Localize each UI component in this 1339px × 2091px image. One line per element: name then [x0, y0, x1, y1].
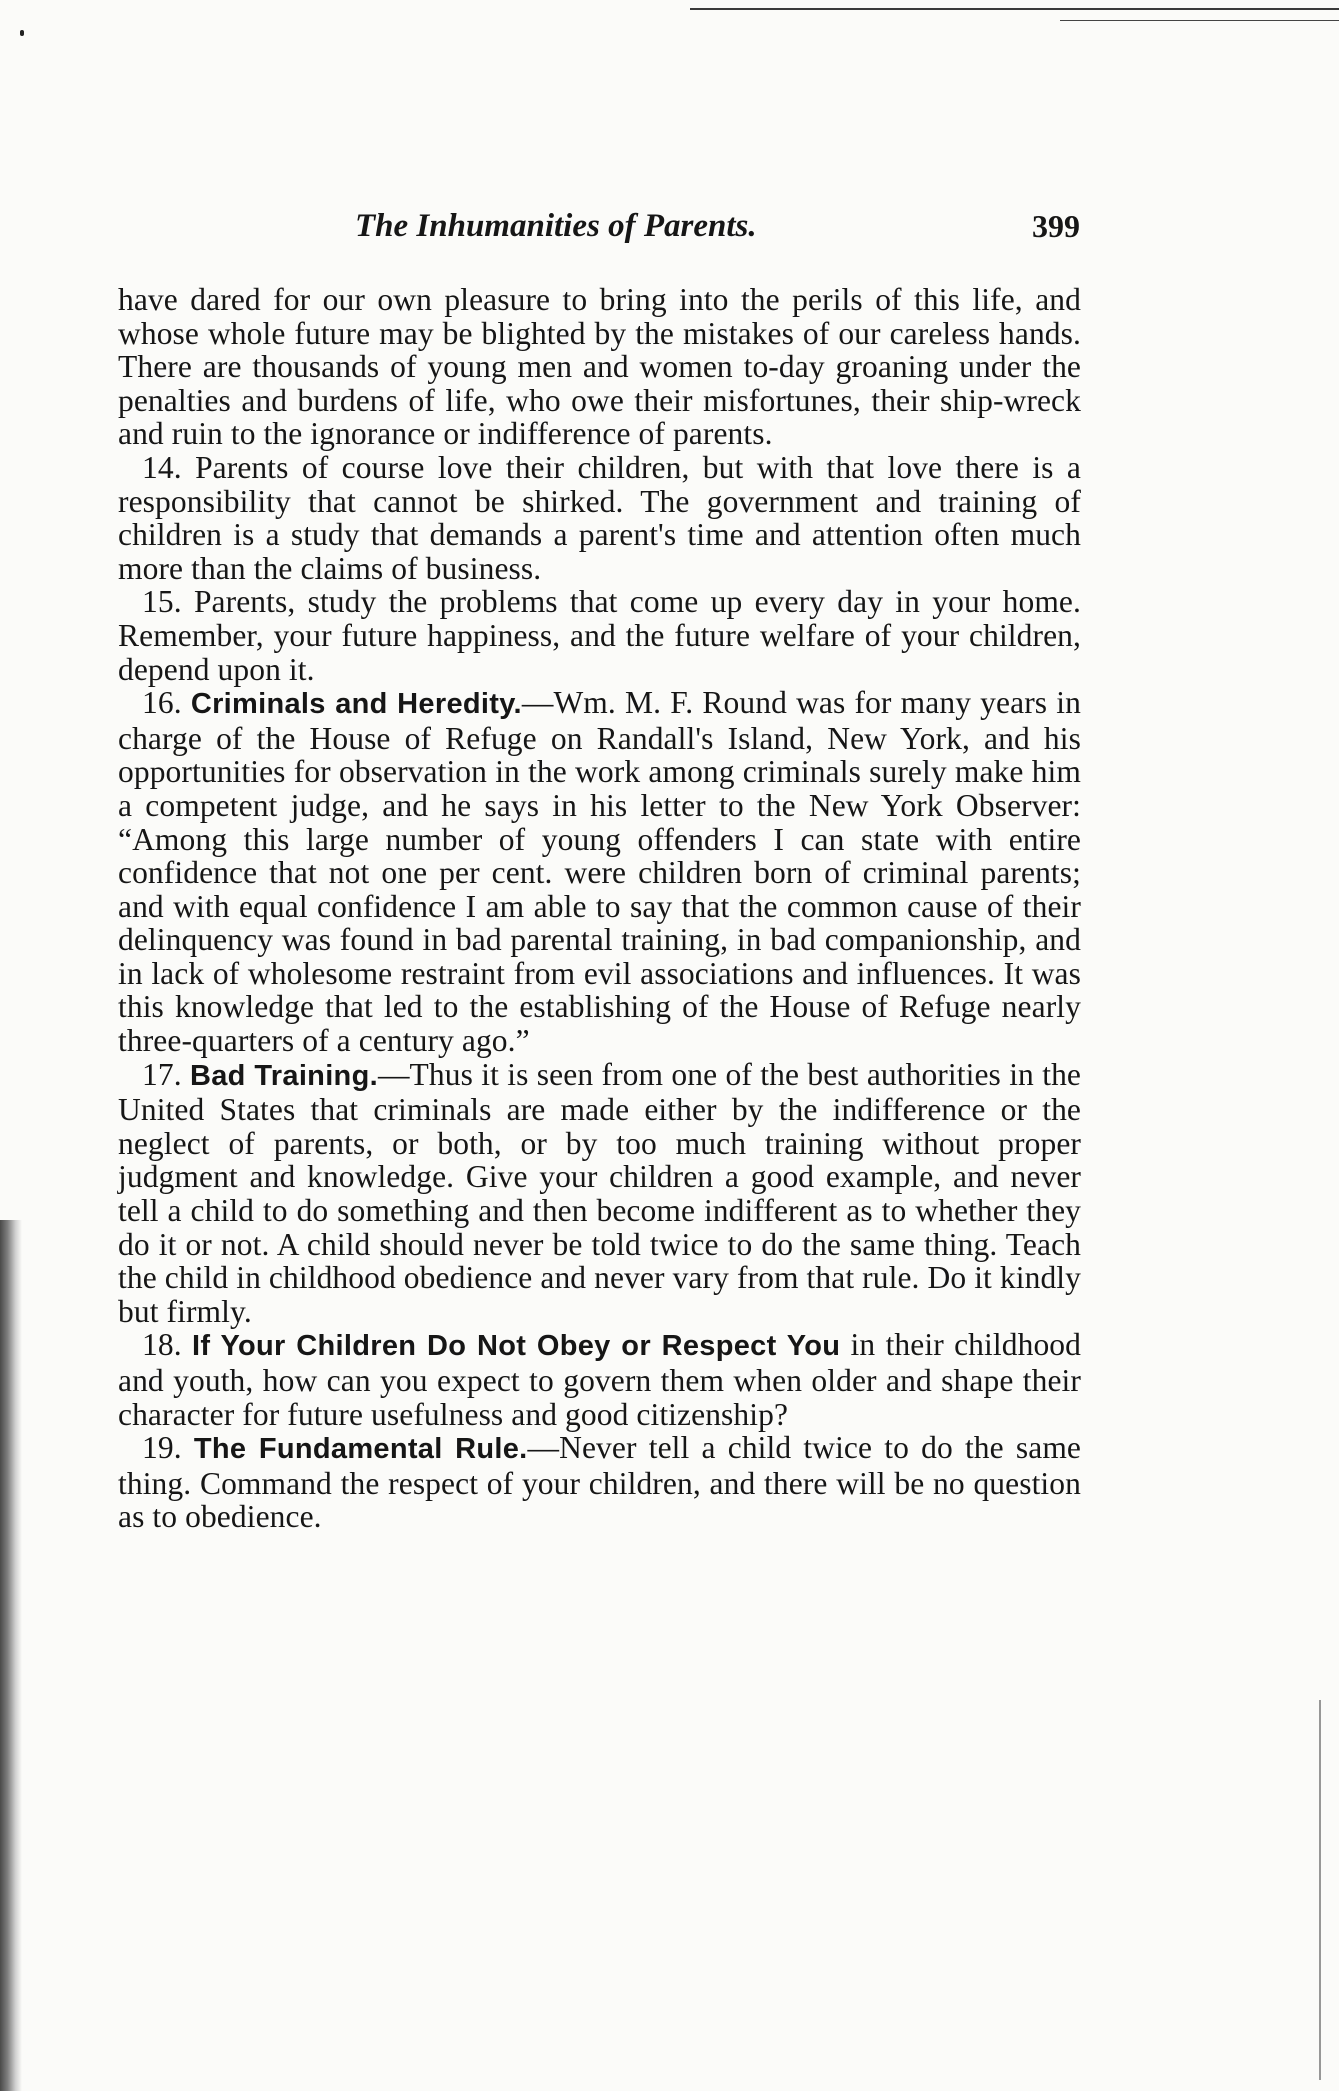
- paragraph-number: 17.: [142, 1056, 182, 1092]
- paragraph-number: 18.: [142, 1327, 182, 1363]
- body-text: [118, 283, 1081, 1534]
- paragraph-number: 15.: [142, 584, 182, 620]
- running-head: [110, 208, 1090, 256]
- paragraph-number: 16.: [142, 685, 182, 721]
- paragraph-continued: [118, 283, 1081, 451]
- paragraph-17: [118, 1058, 1081, 1329]
- paragraph-number: 19.: [142, 1430, 182, 1466]
- paragraph-19: [118, 1431, 1081, 1534]
- scan-speck: [20, 30, 24, 36]
- scan-binding-shadow: [0, 1220, 22, 2091]
- top-edge-rule-secondary: [1060, 20, 1339, 21]
- section-heading: Criminals and Heredity.: [190, 688, 522, 721]
- paragraph-text: in their childhood and youth, how can you expect to govern them when older and shape their character for future usefulness and good citizenship?: [118, 1327, 1081, 1432]
- paragraph-number: 14.: [142, 449, 182, 485]
- paragraph-text: —Thus it is seen from one of the best authorities in the United States that criminals are made either by the indifference or the neglect of parents, or both, or by too much training without proper judgment and knowledge. Give your children a good example, and never tell a child to do something and then become indifferent as to whether they do it or not. A child should never be told twice to do the same thing. Teach the child in childhood obedience and never vary from that rule. Do it kindly but firmly.: [118, 1056, 1082, 1329]
- paragraph-text: Parents of course love their children, but with that love there is a responsibility that cannot be shirked. The government and training of children is a study that demands a parent's time and attention often much more than the claims of business.: [118, 449, 1081, 586]
- paragraph-text: Parents, study the problems that come up every day in your home. Remember, your future happiness, and the future welfare of your children, depend upon it.: [118, 584, 1081, 687]
- section-heading: Bad Training.: [190, 1059, 378, 1092]
- paragraph-text: have dared for our own pleasure to bring into the perils of this life, and whose whole future may be blighted by the mistakes of our careless hands. There are thousands of young men and women to-day groaning under the penalties and burdens of life, who owe their misfortunes, their ship-wreck and ruin to the ignorance or indifference of parents.: [118, 282, 1081, 452]
- section-heading: If Your Children Do Not Obey or Respect You: [192, 1330, 841, 1363]
- section-heading: The Fundamental Rule.: [193, 1433, 528, 1466]
- paragraph-15: [118, 585, 1081, 686]
- top-edge-rule: [690, 8, 1339, 10]
- page-title: The Inhumanities of Parents.: [355, 208, 757, 244]
- page-number: 399: [1032, 208, 1080, 244]
- paragraph-text: —Wm. M. F. Round was for many years in charge of the House of Refuge on Randall's Island, New York, and his opportunities for observation in the work among criminals surely make him a competent judge, and he says in his letter to the New York Observer: “Among this large number of young offenders I can state with entire confidence that not one per cent. were children born of criminal parents; and with equal confidence I am able to say that the common cause of their delinquency was found in bad parental training, in bad companionship, and in lack of wholesome restraint from evil associations and influences. It was this knowledge that led to the establishing of the House of Refuge nearly three-quarters of a century ago.”: [118, 685, 1081, 1059]
- paragraph-text: —Never tell a child twice to do the same thing. Command the respect of your children, and there will be no question as to obedience.: [118, 1430, 1082, 1535]
- paragraph-18: [118, 1328, 1081, 1431]
- paragraph-14: [118, 451, 1081, 585]
- scan-right-edge-mark: [1319, 1700, 1321, 2080]
- paragraph-16: [118, 686, 1081, 1058]
